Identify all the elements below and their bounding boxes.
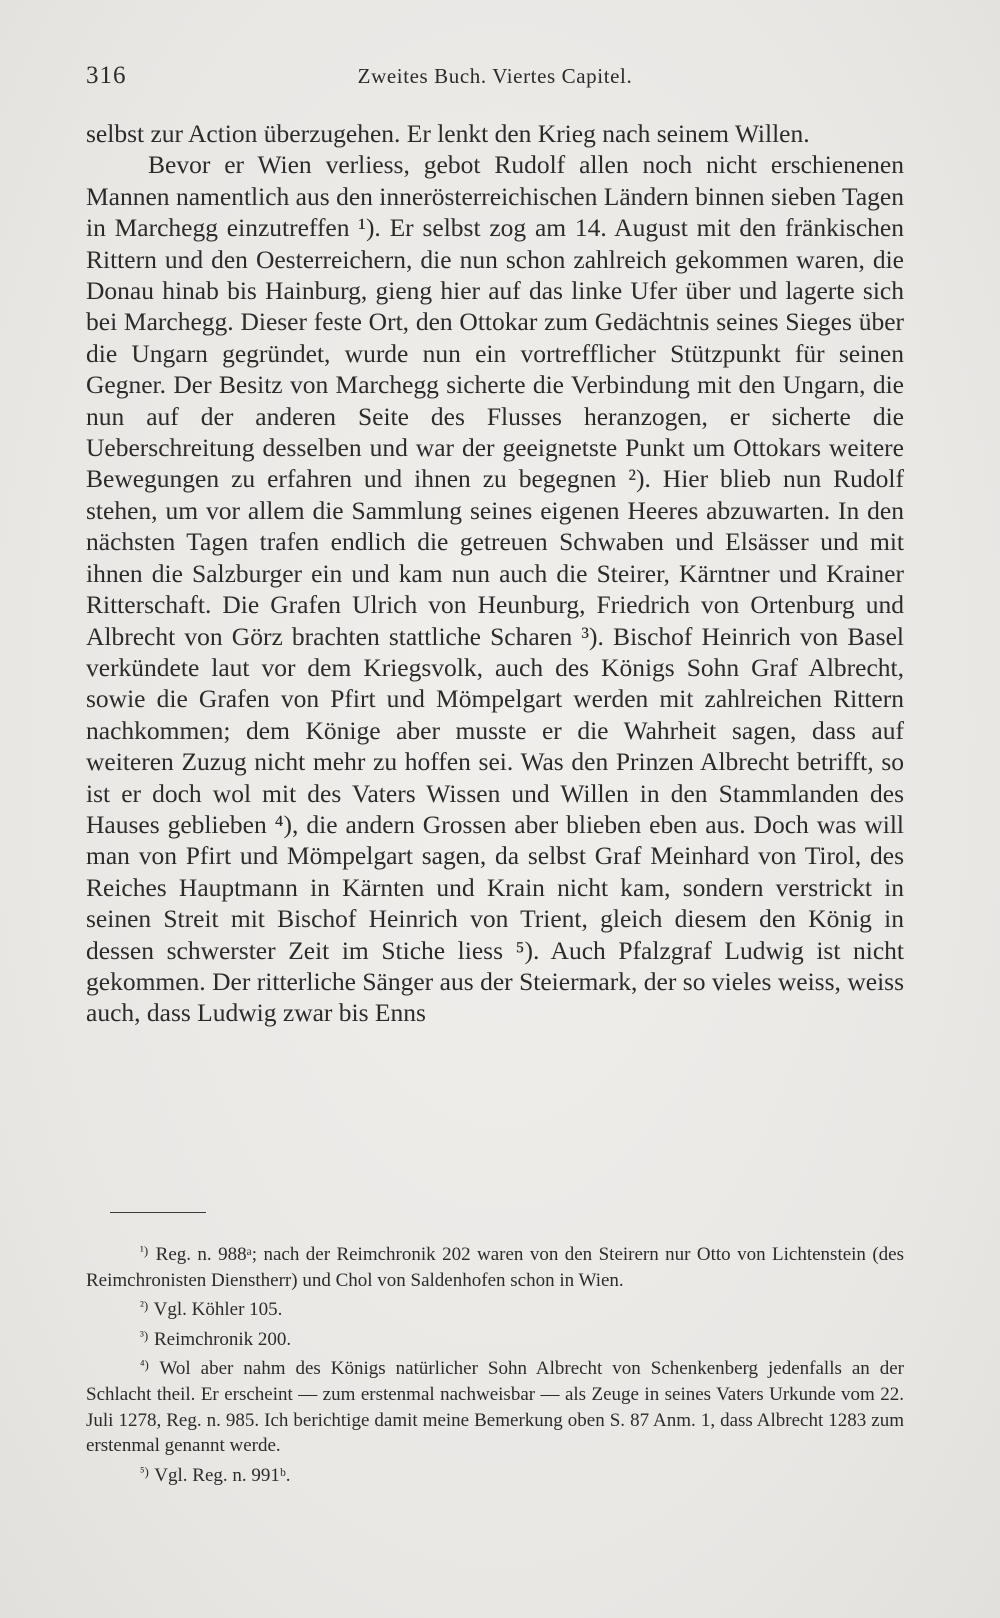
- footnote-4: [86, 1352, 904, 1458]
- footnote-divider: [110, 1212, 206, 1213]
- footnote-2: [86, 1293, 904, 1323]
- footnote-3: [86, 1323, 904, 1353]
- page-header: [86, 62, 904, 94]
- footnote-marker: ³): [140, 1327, 149, 1343]
- footnote-text: Reg. n. 988ᵃ; nach der Reimchronik 202 waren von den Steirern nur Otto von Lichtenstein (des Reimchronisten Dienstherr) und Chol von Saldenhofen schon in Wien.: [86, 1244, 905, 1291]
- footnote-marker: ²): [140, 1298, 149, 1314]
- footnote-text: Reimchronik 200.: [153, 1328, 292, 1350]
- paragraph-continuation: selbst zur Action überzugehen. Er lenkt den Krieg nach seinem Willen.: [86, 119, 810, 148]
- footnote-marker: ⁵): [140, 1463, 149, 1479]
- paragraph: Bevor er Wien verliess, gebot Rudolf allen noch nicht erschienenen Mannen namentlich aus den innerösterreichischen Ländern binnen sieben Tagen in Marchegg einzutreffen ¹). Er selbst zog am 14. August mit den fränkischen Rittern und den Oesterreichern, die nun schon zahlreich gekommen waren, die Donau hinab bis Hainburg, gieng hier auf das linke Ufer über und lagerte sich bei Marchegg. Dieser feste Ort, den Ottokar zum Gedächtnis seines Sieges über die Ungarn gegründet, wurde nun ein vortrefflicher Stützpunkt für seinen Gegner. Der Besitz von Marchegg sicherte die Verbindung mit den Ungarn, die nun auf der anderen Seite des Flusses heranzogen, er sicherte die Ueberschreitung desselben und war der geeignetste Punkt um Ottokars weitere Bewegungen zu erfahren und ihnen zu begegnen ²). Hier blieb nun Rudolf stehen, um vor allem die Sammlung seines eigenen Heeres abzuwarten. In den nächsten Tagen trafen endlich die getreuen Schwaben und Elsässer und mit ihnen die Salzburger ein und kam nun auch die Steirer, Kärntner und Krainer Ritterschaft. Die Grafen Ulrich von Heunburg, Friedrich von Ortenburg und Albrecht von Görz brachten stattliche Scharen ³). Bischof Heinrich von Basel verkündete laut vor dem Kriegsvolk, auch des Königs Sohn Graf Albrecht, sowie die Grafen von Pfirt und Mömpelgart werden mit zahlreichen Rittern nachkommen; dem Könige aber musste er die Wahrheit sagen, dass auf weiteren Zuzug nicht mehr zu hoffen sei. Was den Prinzen Albrecht betrifft, so ist er doch wol mit des Vaters Wissen und Willen in den Stammlanden des Hauses geblieben ⁴), die andern Grossen aber blieben eben aus. Doch was will man von Pfirt und Mömpelgart sagen, da selbst Graf Meinhard von Tirol, des Reiches Hauptmann in Kärnten und Krain nicht kam, sondern verstrickt in seinen Streit mit Bischof Heinrich von Trient, gleich diesem den König in dessen schwerster Zeit im Stiche liess ⁵). Auch Pfalzgraf Ludwig ist nicht gekommen. Der ritterliche Sänger aus der Steiermark, der so vieles weiss, weiss auch, dass Ludwig zwar bis Enns: [86, 150, 904, 1028]
- footnote-marker: ⁴): [140, 1357, 149, 1373]
- page-number: 316: [86, 62, 127, 89]
- footnotes: [86, 1238, 904, 1488]
- footnote-5: [86, 1459, 904, 1489]
- footnote-text: Vgl. Reg. n. 991ᵇ.: [154, 1464, 291, 1486]
- footnote-1: [86, 1238, 904, 1293]
- footnote-text: Vgl. Köhler 105.: [153, 1299, 283, 1321]
- footnote-text: Wol aber nahm des Königs natürlicher Sohn Albrecht von Schenkenberg jedenfalls an der Schlacht theil. Er erscheint — zum erstenmal nachweisbar — als Zeuge in seines Vaters Urkunde vom 22. Juli 1278, Reg. n. 985. Ich berichtige damit meine Bemerkung oben S. 87 Anm. 1, dass Albrecht 1283 zum erstenmal genannt werde.: [86, 1358, 904, 1457]
- running-head: Zweites Buch. Viertes Capitel.: [357, 64, 633, 88]
- main-text: [86, 118, 904, 1029]
- footnote-marker: ¹): [140, 1243, 149, 1258]
